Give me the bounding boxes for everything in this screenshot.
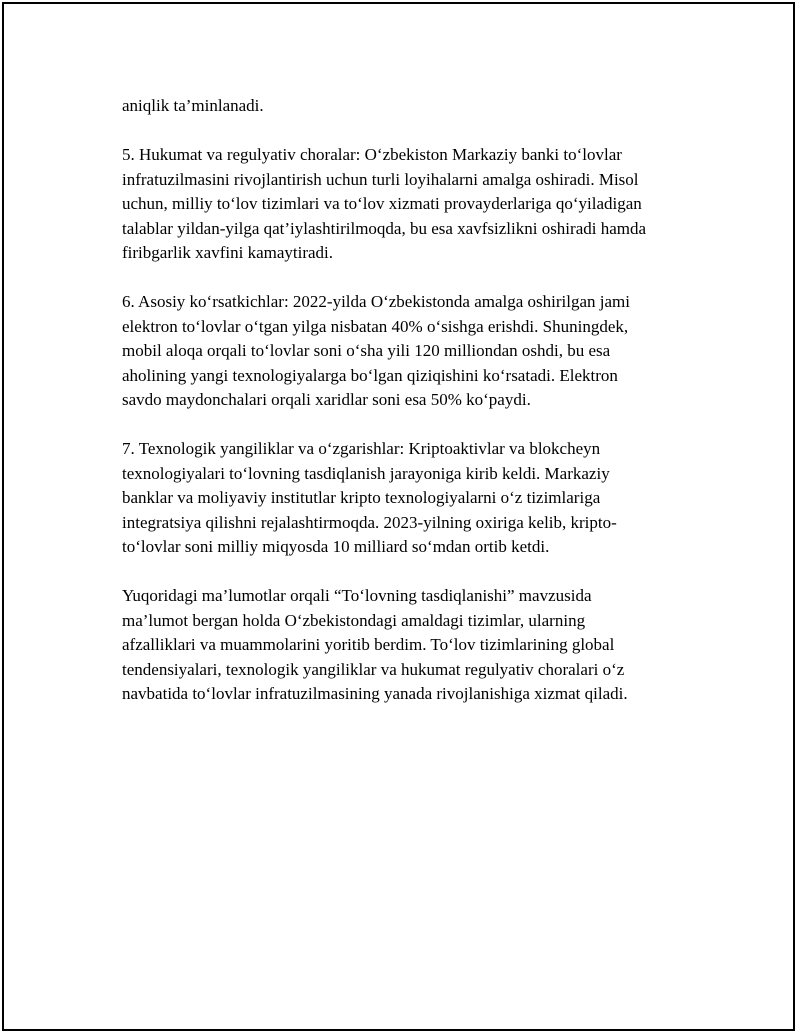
paragraph-tech-innovations: 7. Texnologik yangiliklar va o‘zgarishlar: Kriptoaktivlar va blokcheyn texnologiyalari to‘lovning tasdiqlanish jarayoniga kirib keldi. Markaziy banklar va moliyaviy institutlar kripto texnologiyalarni o‘z tizimlariga integratsiya qilishni rejalashtirmoqda. 2023-yilning oxiriga kelib, kripto- to‘lovlar soni milliy miqyosda 10 milliard so‘mdan ortib ketdi. <box>122 439 617 556</box>
paragraph-key-indicators: 6. Asosiy ko‘rsatkichlar: 2022-yilda O‘zbekistonda amalga oshirilgan jami elektron to‘lovlar o‘tgan yilga nisbatan 40% o‘sishga erishdi. Shuningdek, mobil aloqa orqali to‘lovlar soni o‘sha yili 120 milliondan oshdi, bu esa aholining yangi texnologiyalarga bo‘lgan qiziqishini ko‘rsatadi. Elektron savdo maydonchalari orqali xaridlar soni esa 50% ko‘paydi. <box>122 292 630 409</box>
paragraph-conclusion: Yuqoridagi ma’lumotlar orqali “To‘lovning tasdiqlanishi” mavzusida ma’lumot bergan holda O‘zbekistondagi amaldagi tizimlar, ularning afzalliklari va muammolarini yoritib berdim. To‘lov tizimlarining global tendensiyalari, texnologik yangiliklar va hukumat regulyativ choralari o‘z navbatida to‘lovlar infratuzilmasining yanada rivojlanishiga xizmat qiladi. <box>122 586 628 703</box>
paragraph-continuation: aniqlik ta’minlanadi. <box>122 96 264 115</box>
document-body <box>122 94 692 731</box>
page-frame <box>2 2 795 1031</box>
paragraph-government-regulation: 5. Hukumat va regulyativ choralar: O‘zbekiston Markaziy banki to‘lovlar infratuzilmasini rivojlantirish uchun turli loyihalarni amalga oshiradi. Misol uchun, milliy to‘lov tizimlari va to‘lov xizmati provayderlariga qo‘yiladigan talablar yildan-yilga qat’iylashtirilmoqda, bu esa xavfsizlikni oshiradi hamda firibgarlik xavfini kamaytiradi. <box>122 145 647 262</box>
